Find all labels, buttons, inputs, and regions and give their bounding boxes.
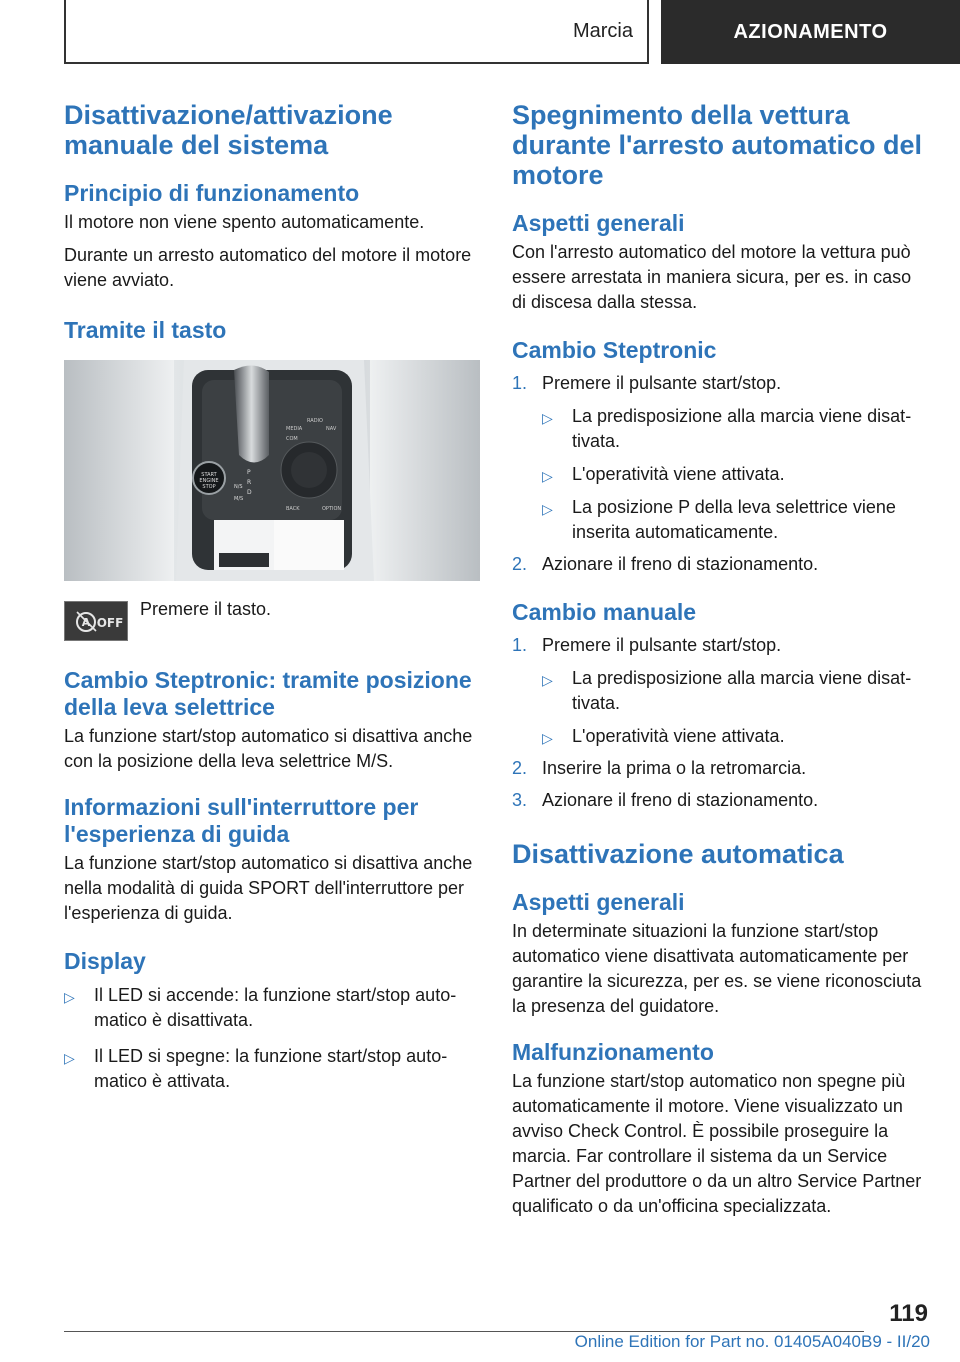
auto-start-stop-off-icon: [64, 601, 128, 641]
steptronic-lever-heading: Cambio Steptronic: tramite posizione della leva selettrice: [64, 667, 472, 720]
right-column: [512, 100, 928, 1219]
photo-label-p: P: [247, 469, 251, 476]
auto-off-heading: Disattivazione automatica: [512, 839, 844, 869]
gear-selector-illustration: [64, 360, 480, 581]
page-header: [64, 0, 960, 64]
step-item: 2. Azionare il freno di stazionamento.: [512, 554, 819, 574]
malfunction-paragraph: La funzione start/stop automatico non spegne più automaticamente il motore. Viene visualizzato un avviso Check Control. È possibile proseguire la marcia. Far controllare il sistema da un Service Partner del produttore o da un altro Service Partner qualificato o da un'officina specializzata.: [512, 1071, 922, 1216]
triangle-bullet-icon: ▷: [542, 501, 553, 517]
photo-label-media: MEDIA: [286, 426, 303, 432]
photo-label-nav: NAV: [326, 426, 337, 432]
photo-label-r: R: [247, 479, 252, 486]
triangle-bullet-icon: ▷: [542, 468, 553, 484]
key-instruction-text: Premere il tasto.: [140, 599, 272, 619]
left-main-heading: Disattivazione/attivazione manuale del sistema: [64, 100, 393, 160]
photo-label-back: BACK: [286, 506, 300, 512]
triangle-bullet-icon: ▷: [64, 1050, 75, 1066]
auto-general-paragraph: In determinate situazioni la funzione start/stop automatico viene disattivata automaticamente per garantire la sicurezza, per es. se viene riconosciuta la presenza del guidatore.: [512, 921, 922, 1016]
gear-selector-photo: [64, 360, 480, 581]
steptronic-lever-paragraph: La funzione start/stop automatico si disattiva anche con la posizione della leva selettrice M/S.: [64, 726, 473, 771]
general-paragraph: Con l'arresto automatico del motore la vettura può essere arrestata in maniera sicura, per es. in caso di discesa dalla stessa.: [512, 242, 912, 312]
header-section-box: [64, 0, 649, 64]
step-sub-item: ▷ La predisposizione alla marcia viene disattivata.: [542, 668, 912, 713]
photo-label-engine: ENGINE: [199, 478, 219, 484]
display-list-item: ▷ Il LED si accende: la funzione start/stop automatico è disattivata.: [64, 985, 457, 1030]
header-section-title: Marcia: [572, 19, 633, 42]
triangle-bullet-icon: ▷: [542, 410, 553, 426]
steptronic-steps: [512, 371, 928, 577]
photo-label-option: OPTION: [322, 506, 342, 512]
step-sub-item: ▷ La predisposizione alla marcia viene disattivata.: [542, 406, 912, 451]
right-main-heading: Spegnimento della vettura durante l'arresto automatico del motore: [512, 100, 923, 190]
driving-experience-paragraph: La funzione start/stop automatico si disattiva anche nella modalità di guida SPORT dell'interruttore per l'esperienza di guida.: [64, 853, 473, 923]
photo-label-d: D: [247, 489, 252, 496]
triangle-bullet-icon: ▷: [64, 989, 75, 1005]
step-item: 2. Inserire la prima o la retromarcia.: [512, 758, 807, 778]
footer-edition-text: Online Edition for Part no. 01405A040B9 - II/20: [574, 1332, 930, 1351]
general-heading: Aspetti generali: [512, 210, 685, 236]
photo-label-ms: M/S: [234, 496, 244, 502]
display-list-item: ▷ Il LED si spegne: la funzione start/stop automatico è attivata.: [64, 1046, 448, 1091]
manual-heading: Cambio manuale: [512, 599, 697, 625]
driving-experience-heading: Informazioni sull'interruttore per l'esperienza di guida: [64, 794, 419, 847]
step-sub-item: ▷ L'operatività viene attivata.: [542, 724, 928, 749]
key-instruction-row: [64, 601, 480, 641]
photo-label-start: START: [201, 472, 217, 478]
triangle-bullet-icon: ▷: [542, 730, 553, 746]
malfunction-heading: Malfunzionamento: [512, 1039, 714, 1065]
header-chapter-tab: AZIONAMENTO: [661, 0, 960, 64]
svg-text:A: A: [81, 616, 91, 629]
principle-paragraph-2: Durante un arresto automatico del motore il motore viene avviato.: [64, 245, 472, 290]
photo-label-com: COM: [286, 436, 298, 442]
step-sub-list: [542, 404, 928, 545]
auto-general-heading: Aspetti generali: [512, 889, 685, 915]
page-number: 119: [889, 1300, 928, 1327]
principle-paragraph-1: Il motore non viene spento automaticamente.: [64, 212, 425, 232]
principle-heading: Principio di funzionamento: [64, 180, 360, 206]
manual-steps: [512, 633, 928, 813]
start-stop-off-symbol: [65, 602, 129, 642]
step-item: 1. Premere il pulsante start/stop. ▷ La predisposizione alla marcia viene disattivata. ▷ L'operatività viene attivata.: [512, 633, 928, 749]
step-item: 3. Azionare il freno di stazionamento.: [512, 790, 819, 810]
step-sub-item: ▷ L'operatività viene attivata.: [542, 462, 928, 487]
photo-label-radio: RADIO: [307, 418, 323, 424]
step-item: 1. Premere il pulsante start/stop. ▷ La predisposizione alla marcia viene disattivata. ▷ L'operatività viene attivata. ▷ La posizione P della leva selettrice viene inserita automaticamente.: [512, 371, 928, 545]
key-icon-off-text: OFF: [96, 616, 124, 630]
display-list: [64, 983, 480, 1094]
photo-label-ns: N/S: [234, 484, 243, 490]
display-heading: Display: [64, 948, 146, 974]
step-sub-item: ▷ La posizione P della leva selettrice viene inserita automaticamente.: [542, 497, 896, 542]
triangle-bullet-icon: ▷: [542, 672, 553, 688]
left-column: [64, 100, 480, 1094]
steptronic-heading: Cambio Steptronic: [512, 337, 717, 363]
step-sub-list: [542, 666, 928, 749]
button-heading: Tramite il tasto: [64, 317, 227, 343]
photo-label-stop: STOP: [202, 484, 216, 490]
